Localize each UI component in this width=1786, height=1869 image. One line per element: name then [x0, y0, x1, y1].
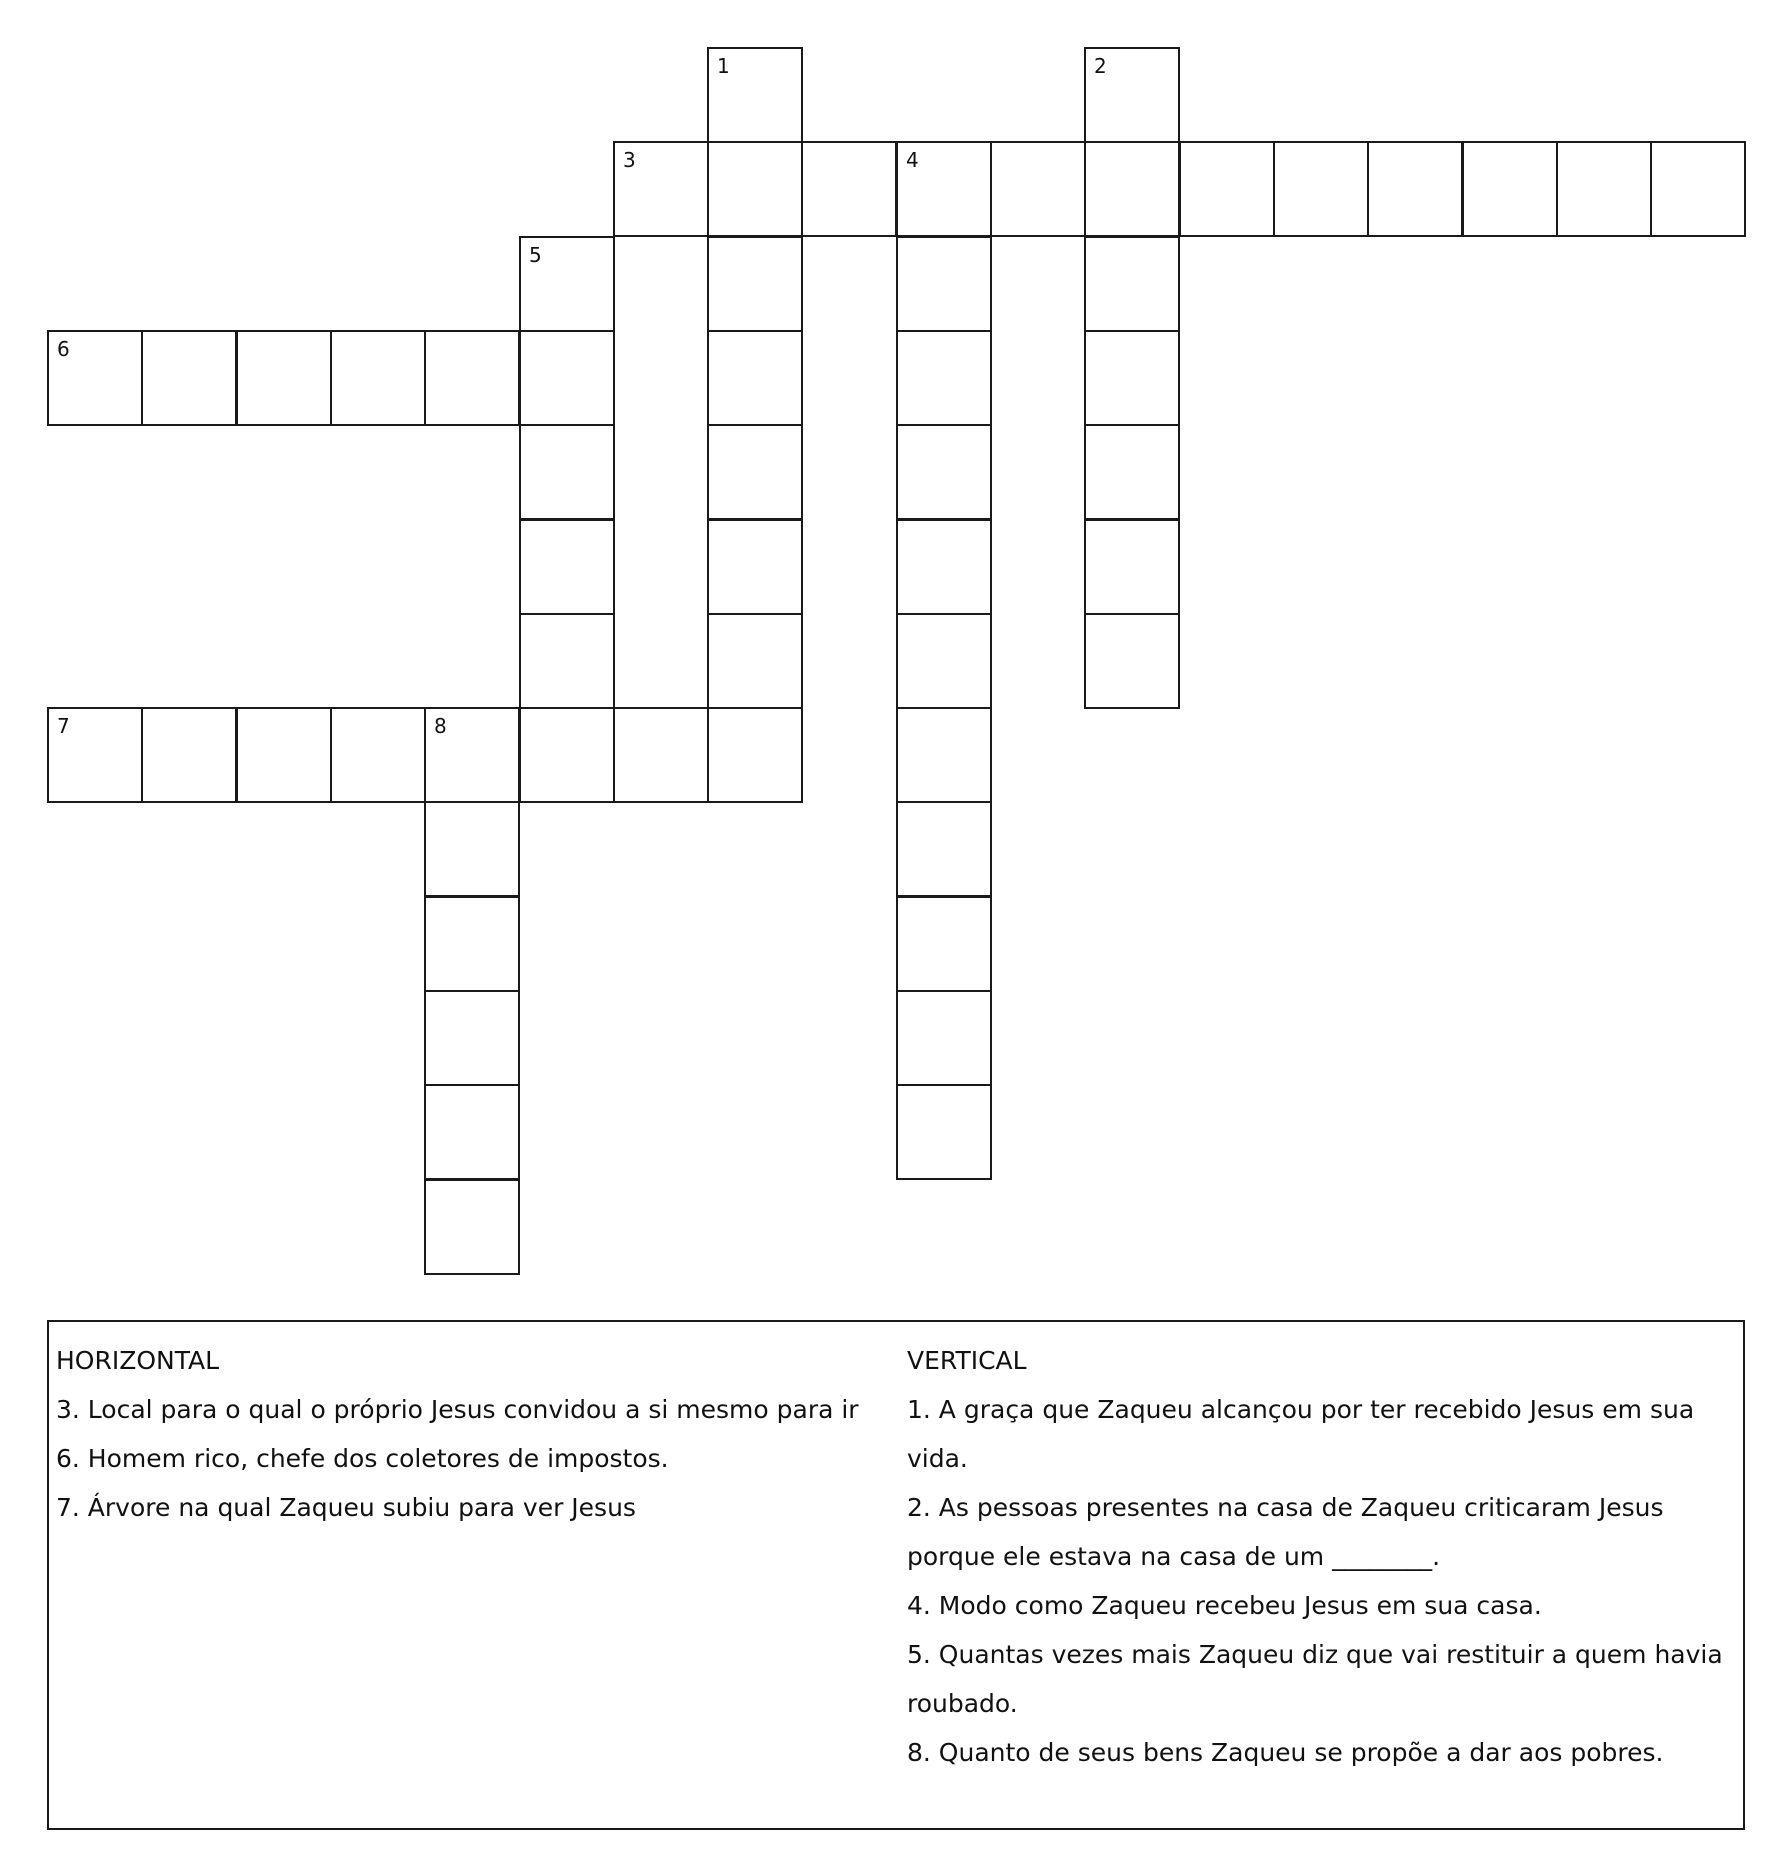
crossword-cell[interactable] — [707, 707, 803, 803]
crossword-cell[interactable] — [1179, 141, 1275, 237]
crossword-cell[interactable] — [519, 330, 615, 426]
crossword-cell[interactable] — [896, 707, 992, 803]
crossword-cell[interactable] — [613, 141, 709, 237]
crossword-cell[interactable] — [801, 141, 897, 237]
clue-number: 4 — [906, 148, 919, 172]
crossword-cell[interactable] — [707, 519, 803, 615]
crossword-cell[interactable] — [519, 707, 615, 803]
crossword-cell[interactable] — [896, 1084, 992, 1180]
clue-vertical-8: 8. Quanto de seus bens Zaqueu se propõe a dar aos pobres. — [907, 1738, 1664, 1767]
crossword-cell[interactable] — [707, 330, 803, 426]
crossword-cell[interactable] — [424, 896, 520, 992]
clue-number: 2 — [1094, 54, 1107, 78]
crossword-cell[interactable] — [519, 519, 615, 615]
crossword-cell[interactable] — [424, 1179, 520, 1275]
crossword-cell[interactable] — [330, 330, 426, 426]
crossword-cell[interactable] — [896, 236, 992, 332]
crossword-cell[interactable] — [236, 707, 332, 803]
clue-number: 8 — [434, 714, 447, 738]
crossword-cell[interactable] — [519, 613, 615, 709]
crossword-cell[interactable] — [1367, 141, 1463, 237]
clue-number: 7 — [57, 714, 70, 738]
clue-horizontal-3: 3. Local para o qual o próprio Jesus convidou a si mesmo para ir — [56, 1395, 859, 1424]
horizontal-heading: HORIZONTAL — [56, 1346, 220, 1375]
crossword-cell[interactable] — [1084, 613, 1180, 709]
crossword-cell[interactable] — [990, 141, 1086, 237]
crossword-cell[interactable] — [896, 330, 992, 426]
crossword-cell[interactable] — [896, 896, 992, 992]
crossword-cell[interactable] — [519, 424, 615, 520]
crossword-cell[interactable] — [1084, 330, 1180, 426]
crossword-cell[interactable] — [896, 801, 992, 897]
clue-number: 5 — [529, 243, 542, 267]
crossword-cell[interactable] — [1084, 519, 1180, 615]
clue-vertical-4: 4. Modo como Zaqueu recebeu Jesus em sua casa. — [907, 1591, 1542, 1620]
crossword-cell[interactable] — [424, 801, 520, 897]
crossword-cell[interactable] — [896, 613, 992, 709]
vertical-heading: VERTICAL — [907, 1346, 1027, 1375]
vertical-clues — [907, 1336, 1727, 1777]
clue-vertical-2: 2. As pessoas presentes na casa de Zaqueu criticaram Jesus porque ele estava na casa de um ________. — [907, 1493, 1664, 1571]
crossword-cell[interactable] — [519, 236, 615, 332]
crossword-cell[interactable] — [330, 707, 426, 803]
crossword-cell[interactable] — [141, 707, 237, 803]
crossword-cell[interactable] — [707, 424, 803, 520]
crossword-cell[interactable] — [613, 707, 709, 803]
crossword-cell[interactable] — [707, 141, 803, 237]
clue-vertical-1: 1. A graça que Zaqueu alcançou por ter recebido Jesus em sua vida. — [907, 1395, 1695, 1473]
clue-number: 1 — [717, 54, 730, 78]
crossword-cell[interactable] — [896, 519, 992, 615]
crossword-cell[interactable] — [236, 330, 332, 426]
crossword-cell[interactable] — [896, 990, 992, 1086]
crossword-cell[interactable] — [1084, 236, 1180, 332]
crossword-cell[interactable] — [1462, 141, 1558, 237]
crossword-cell[interactable] — [707, 47, 803, 143]
clue-vertical-5: 5. Quantas vezes mais Zaqueu diz que vai restituir a quem havia roubado. — [907, 1640, 1723, 1718]
crossword-cell[interactable] — [1084, 141, 1180, 237]
crossword-cell[interactable] — [424, 1084, 520, 1180]
crossword-cell[interactable] — [1556, 141, 1652, 237]
crossword-cell[interactable] — [47, 707, 143, 803]
crossword-cell[interactable] — [896, 141, 992, 237]
crossword-cell[interactable] — [141, 330, 237, 426]
clue-horizontal-6: 6. Homem rico, chefe dos coletores de impostos. — [56, 1444, 669, 1473]
crossword-cell[interactable] — [896, 424, 992, 520]
crossword-cell[interactable] — [1084, 424, 1180, 520]
crossword-cell[interactable] — [707, 613, 803, 709]
crossword-cell[interactable] — [47, 330, 143, 426]
crossword-cell[interactable] — [1650, 141, 1746, 237]
clue-number: 3 — [623, 148, 636, 172]
crossword-cell[interactable] — [424, 990, 520, 1086]
crossword-cell[interactable] — [1084, 47, 1180, 143]
horizontal-clues — [56, 1336, 896, 1532]
crossword-cell[interactable] — [424, 707, 520, 803]
clue-horizontal-7: 7. Árvore na qual Zaqueu subiu para ver Jesus — [56, 1493, 636, 1522]
crossword-cell[interactable] — [707, 236, 803, 332]
clues-panel — [47, 1320, 1745, 1830]
clue-number: 6 — [57, 337, 70, 361]
crossword-cell[interactable] — [424, 330, 520, 426]
crossword-cell[interactable] — [1273, 141, 1369, 237]
